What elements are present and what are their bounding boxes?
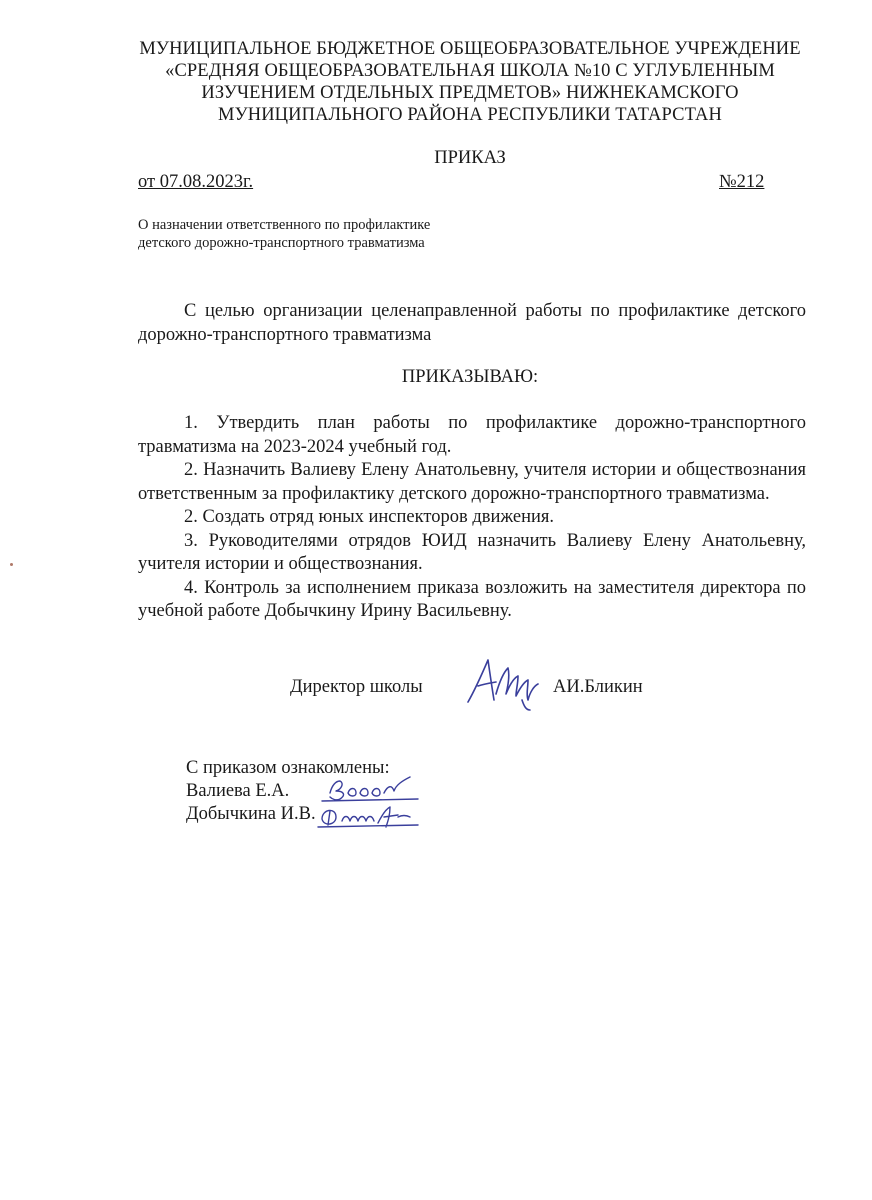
- director-title: Директор школы: [290, 677, 423, 697]
- order-subject: [138, 216, 430, 252]
- ack-person-2: Добычкина И.В.: [186, 804, 316, 824]
- order-item: 2. Назначить Валиеву Елену Анатольевну, учителя истории и обществознания ответственным за профилактику детского дорожно-транспортного травматизма.: [138, 460, 806, 504]
- ack-heading: С приказом ознакомлены:: [186, 758, 390, 778]
- org-line-3: ИЗУЧЕНИЕМ ОТДЕЛЬНЫХ ПРЕДМЕТОВ» НИЖНЕКАМСКОГО: [201, 83, 739, 103]
- scan-speck: [10, 563, 13, 566]
- order-item: 1. Утвердить план работы по профилактике дорожно-транспортного травматизма на 2023-2024 учебный год.: [138, 413, 806, 457]
- ack-person-1: Валиева Е.А.: [186, 781, 290, 801]
- preamble-text: С целью организации целенаправленной работы по профилактике детского дорожно-транспортного травматизма: [138, 301, 806, 345]
- order-item: 4. Контроль за исполнением приказа возложить на заместителя директора по учебной работе Добычкину Ирину Васильевну.: [138, 577, 806, 621]
- order-item: 3. Руководителями отрядов ЮИД назначить Валиеву Елену Анатольевну, учителя истории и обществознания.: [138, 530, 806, 574]
- subject-line-1: О назначении ответственного по профилактике: [138, 217, 431, 233]
- org-line-2: «СРЕДНЯЯ ОБЩЕОБРАЗОВАТЕЛЬНАЯ ШКОЛА №10 С УГЛУБЛЕННЫМ: [165, 61, 775, 81]
- order-items: [138, 412, 806, 624]
- organization-header: [120, 38, 820, 126]
- subject-line-2: детского дорожно-транспортного травматизма: [138, 235, 425, 251]
- director-name: АИ.Бликин: [553, 677, 643, 697]
- order-number: №212: [719, 172, 765, 192]
- order-item: 2. Создать отряд юных инспекторов движения.: [184, 507, 555, 527]
- valieva-handwritten-signature: [318, 775, 420, 805]
- order-date: от 07.08.2023г.: [138, 172, 254, 192]
- director-handwritten-signature: [464, 650, 544, 712]
- document-type: ПРИКАЗ: [434, 148, 506, 168]
- org-line-1: МУНИЦИПАЛЬНОЕ БЮДЖЕТНОЕ ОБЩЕОБРАЗОВАТЕЛЬНОЕ УЧРЕЖДЕНИЕ: [139, 39, 801, 59]
- dobychkina-handwritten-signature: [314, 803, 420, 831]
- command-heading: ПРИКАЗЫВАЮ:: [401, 367, 539, 387]
- org-line-4: МУНИЦИПАЛЬНОГО РАЙОНА РЕСПУБЛИКИ ТАТАРСТАН: [218, 105, 722, 125]
